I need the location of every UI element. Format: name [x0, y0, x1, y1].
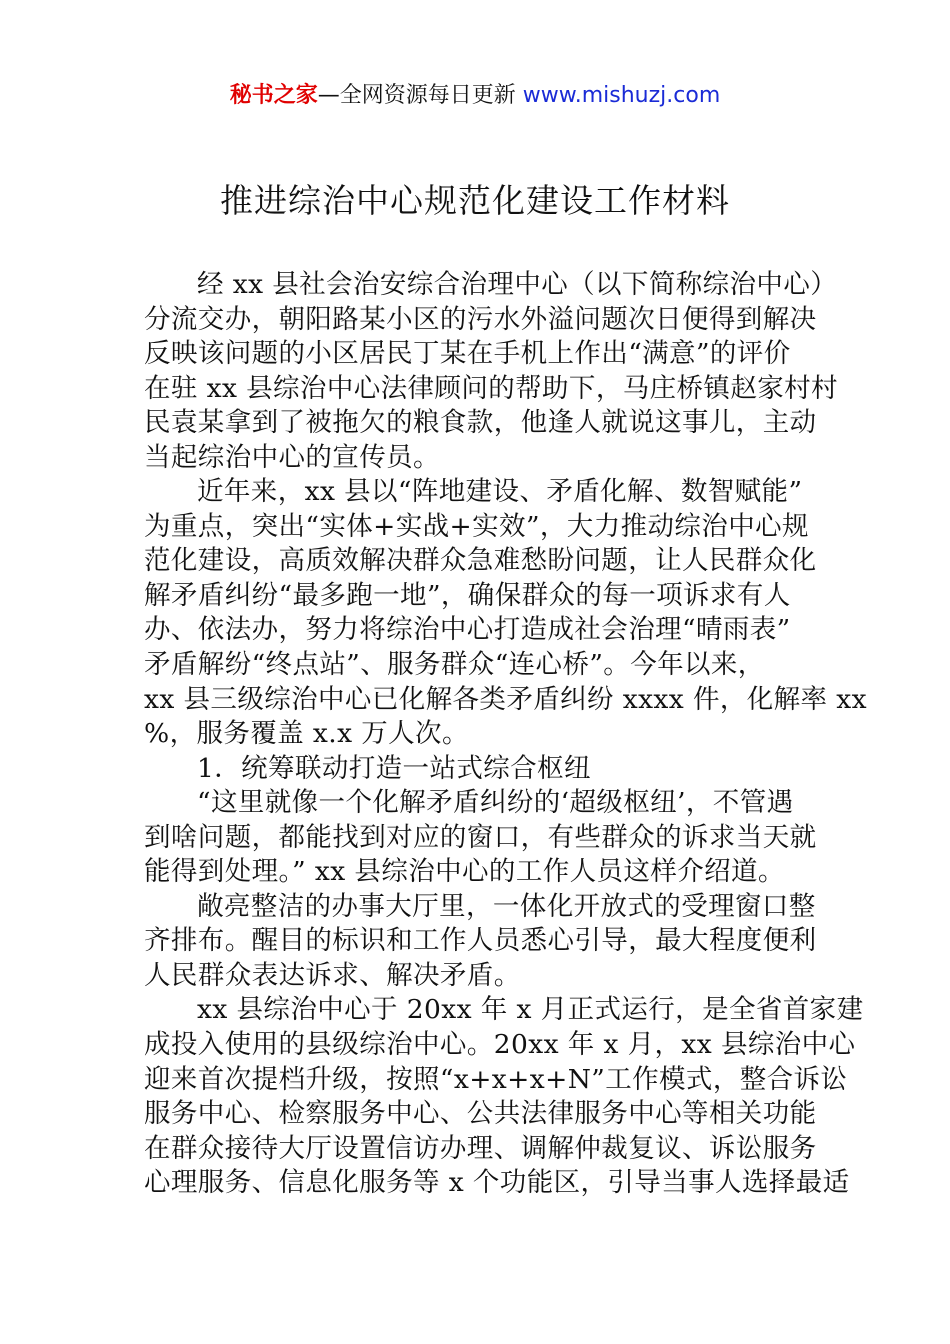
body-line: xx 县三级综治中心已化解各类矛盾纠纷 xxxx 件，化解率 xx: [144, 683, 867, 715]
body-line: %，服务覆盖 x.x 万人次。: [144, 718, 469, 750]
site-brand: 秘书之家: [229, 83, 318, 108]
section-heading: 1．统筹联动打造一站式综合枢纽: [197, 752, 591, 784]
site-tagline: —全网资源每日更新: [317, 83, 523, 108]
body-line: 人民群众表达诉求、解决矛盾。: [144, 959, 521, 991]
body-line: 矛盾解纷“终点站”、服务群众“连心桥”。今年以来，: [144, 649, 765, 681]
body-line: 迎来首次提档升级，按照“x+x+x+N”工作模式，整合诉讼: [144, 1063, 848, 1095]
body-line: 民袁某拿到了被拖欠的粮食款，他逢人就说这事儿，主动: [144, 407, 817, 439]
body-line: 成投入使用的县级综治中心。20xx 年 x 月，xx 县综治中心: [144, 1029, 856, 1061]
body-line: 当起综治中心的宣传员。: [144, 441, 440, 473]
body-line: 为重点，突出“实体+实战+实效”，大力推动综治中心规: [144, 510, 809, 542]
body-line: 反映该问题的小区居民丁某在手机上作出“满意”的评价: [144, 338, 791, 370]
body-line: 在驻 xx 县综治中心法律顾问的帮助下，马庄桥镇赵家村村: [144, 372, 838, 404]
body-line: 近年来，xx 县以“阵地建设、矛盾化解、数智赋能”: [197, 476, 803, 508]
body-line: 服务中心、检察服务中心、公共法律服务中心等相关功能: [144, 1098, 817, 1130]
body-line: 经 xx 县社会治安综合治理中心（以下简称综治中心）: [197, 269, 838, 300]
body-line: 范化建设，高质效解决群众急难愁盼问题，让人民群众化: [144, 545, 817, 577]
body-line: 在群众接待大厅设置信访办理、调解仲裁复议、诉讼服务: [144, 1132, 817, 1164]
body-line: 心理服务、信息化服务等 x 个功能区，引导当事人选择最适: [144, 1167, 850, 1199]
body-line: 办、依法办，努力将综治中心打造成社会治理“晴雨表”: [144, 614, 791, 646]
body-line: xx 县综治中心于 20xx 年 x 月正式运行，是全省首家建: [197, 994, 864, 1026]
body-line: 敞亮整洁的办事大厅里，一体化开放式的受理窗口整: [197, 890, 816, 922]
site-url-link[interactable]: www.mishuzj.com: [522, 83, 721, 108]
document-body: [144, 268, 867, 1201]
body-line: 能得到处理。” xx 县综治中心的工作人员这样介绍道。: [144, 856, 785, 888]
site-header: [0, 80, 950, 112]
body-line: 解矛盾纠纷“最多跑一地”，确保群众的每一项诉求有人: [144, 579, 791, 611]
body-line: 到啥问题，都能找到对应的窗口，有些群众的诉求当天就: [144, 821, 817, 853]
document-title: 推进综治中心规范化建设工作材料: [220, 181, 730, 220]
body-line: 分流交办，朝阳路某小区的污水外溢问题次日便得到解决: [144, 303, 817, 335]
body-line: “这里就像一个化解矛盾纠纷的‘超级枢纽’，不管遇: [197, 787, 794, 819]
body-line: 齐排布。醒目的标识和工作人员悉心引导，最大程度便利: [144, 925, 817, 957]
